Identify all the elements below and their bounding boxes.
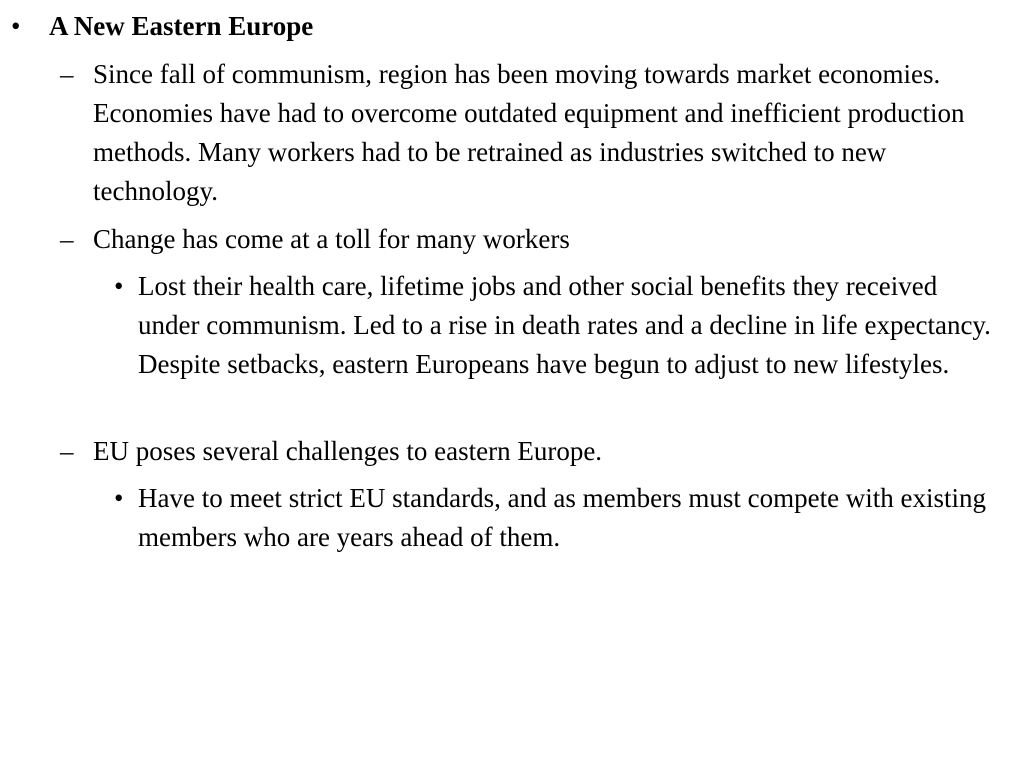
heading-text: A New Eastern Europe [49, 11, 314, 41]
bullet-text: Lost their health care, lifetime jobs and other social benefits they received under communism. Led to a rise in death rates and a decline in life expectancy. Despite setbacks, eastern Europeans have begun to adjust to new lifestyles. [138, 271, 991, 379]
heading-bullet [11, 7, 1009, 46]
bullet-text: Have to meet strict EU standards, and as members must compete with existing members who are years ahead of them. [138, 483, 987, 552]
bullet-marker: • [11, 11, 21, 41]
bullet-text: Since fall of communism, region has been moving towards market economies. Economies have had to overcome outdated equipment and inefficient production methods. Many workers had to be retrained as industries switched to new technology. [93, 59, 965, 206]
sub-bullet-toll-on-workers [60, 220, 1018, 259]
sub-sub-bullet-eu-standards [114, 479, 998, 557]
bullet-marker: • [114, 271, 124, 301]
dash-marker: – [60, 436, 74, 466]
bullet-text: Change has come at a toll for many workers [93, 224, 570, 254]
sub-bullet-market-economies [60, 55, 1018, 211]
sub-sub-bullet-lost-benefits [114, 267, 998, 384]
dash-marker: – [60, 224, 74, 254]
bullet-marker: • [114, 483, 124, 513]
sub-bullet-eu-challenges [60, 432, 1018, 471]
dash-marker: – [60, 59, 74, 89]
bullet-text: EU poses several challenges to eastern Europe. [93, 436, 603, 466]
